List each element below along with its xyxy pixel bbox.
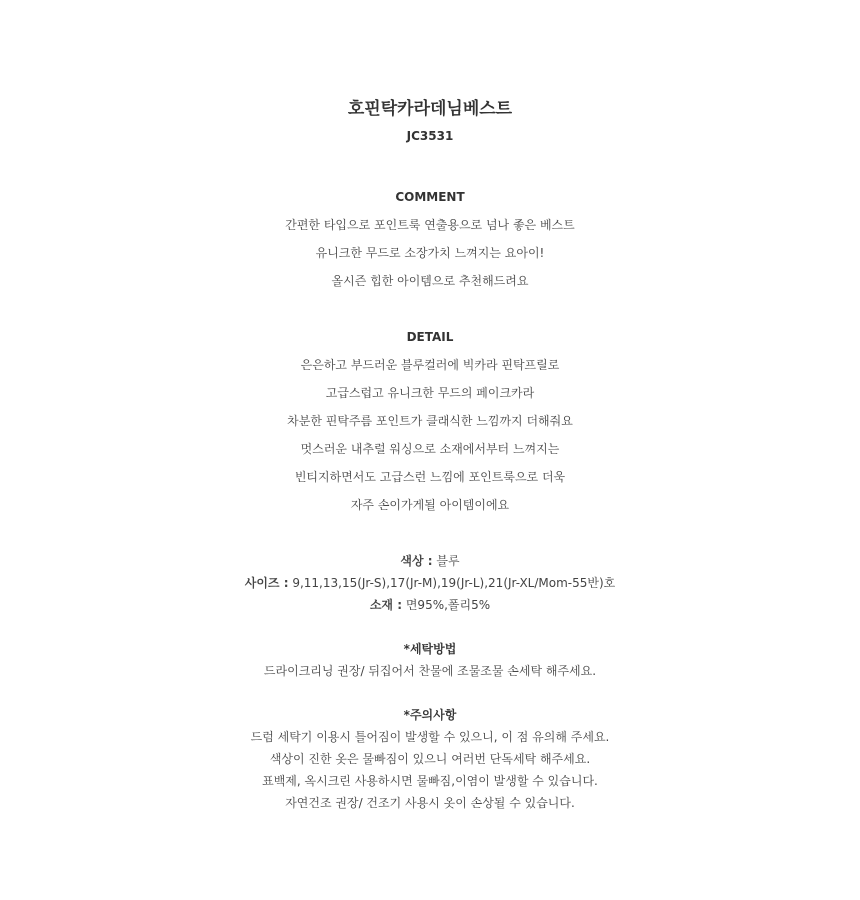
product-name: 호핀탁카라데님베스트 [347, 99, 513, 119]
detail-line: 차분한 핀탁주름 포인트가 클래식한 느낌까지 더해줘요 [287, 414, 573, 428]
spec-color [0, 553, 860, 569]
comment-line: 올시즌 힙한 아이템으로 추천해드려요 [331, 274, 529, 288]
caution-line: 드럼 세탁기 이용시 틀어짐이 발생할 수 있으니, 이 점 유의해 주세요. [250, 730, 610, 744]
caution-line: 자연건조 권장/ 건조기 사용시 옷이 손상될 수 있습니다. [285, 796, 575, 810]
product-code: JC3531 [406, 129, 454, 143]
comment-line: 간편한 타입으로 포인트룩 연출용으로 넘나 좋은 베스트 [285, 218, 575, 232]
detail-line: 빈티지하면서도 고급스런 느낌에 포인트룩으로 더욱 [294, 470, 566, 484]
spec-size [0, 575, 860, 591]
spec-size-label: 사이즈 : [244, 576, 289, 590]
spec-color-value: 블루 [436, 554, 460, 568]
washing-text: 드라이크리닝 권장/ 뒤집어서 찬물에 조물조물 손세탁 해주세요. [263, 664, 597, 678]
spec-material-value: 면95%,폴리5% [405, 598, 491, 612]
washing-heading: *세탁방법 [403, 642, 457, 656]
detail-line: 은은하고 부드러운 블루컬러에 빅카라 핀탁프릴로 [300, 358, 560, 372]
spec-color-label: 색상 : [400, 554, 433, 568]
caution-line: 색상이 진한 옷은 물빠짐이 있으니 여러번 단독세탁 해주세요. [269, 752, 591, 766]
caution-heading: *주의사항 [403, 708, 457, 722]
spec-material [0, 597, 860, 613]
comment-heading: COMMENT [395, 190, 465, 204]
caution-line: 표백제, 옥시크린 사용하시면 물빠짐,이염이 발생할 수 있습니다. [262, 774, 598, 788]
detail-line: 고급스럽고 유니크한 무드의 페이크카라 [325, 386, 535, 400]
comment-line: 유니크한 무드로 소장가치 느껴지는 요아이! [315, 246, 545, 260]
detail-line: 자주 손이가게될 아이템이에요 [350, 498, 510, 512]
spec-material-label: 소재 : [369, 598, 403, 612]
spec-size-value: 9,11,13,15(Jr-S),17(Jr-M),19(Jr-L),21(Jr-XL/Mom-55반)호 [292, 576, 616, 590]
detail-heading: DETAIL [406, 330, 454, 344]
detail-line: 멋스러운 내추럴 워싱으로 소재에서부터 느껴지는 [300, 442, 560, 456]
